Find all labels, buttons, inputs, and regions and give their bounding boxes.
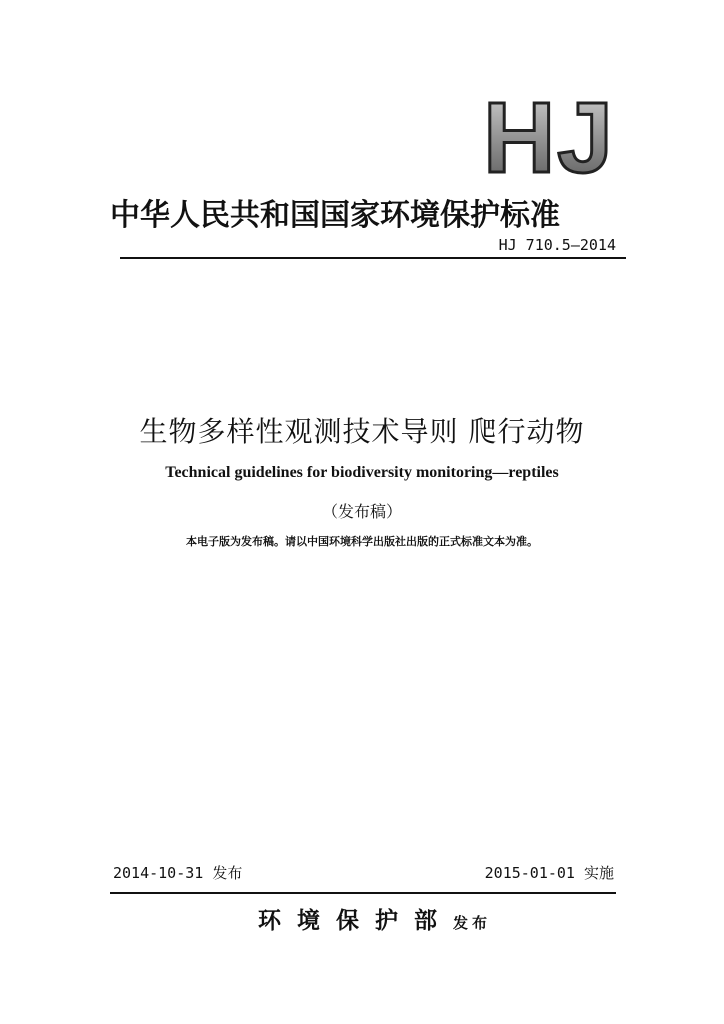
issue-date: 2014-10-31 发布 (113, 864, 243, 882)
effective-date: 2015-01-01 实施 (484, 864, 614, 882)
hj-logo (474, 88, 624, 180)
release-tag: （发布稿） (321, 502, 402, 521)
document-title-zh: 生物多样性观测技术导则 爬行动物 (139, 415, 585, 448)
header-divider (120, 257, 626, 259)
release-note: 本电子版为发布稿。请以中国环境科学出版社出版的正式标准文本为准。 (186, 535, 538, 548)
document-title-en: Technical guidelines for biodiversity monitoring—reptiles (165, 464, 559, 481)
publisher-suffix: 发布 (453, 914, 492, 932)
hj-logo-text: HJ (483, 88, 615, 180)
footer-divider (110, 892, 616, 894)
standard-number: HJ 710.5—2014 (498, 236, 616, 254)
publisher (258, 902, 491, 935)
publisher-name: 环境保护部 (258, 907, 453, 934)
standard-issuer-title: 中华人民共和国国家环境保护标准 (110, 198, 560, 233)
